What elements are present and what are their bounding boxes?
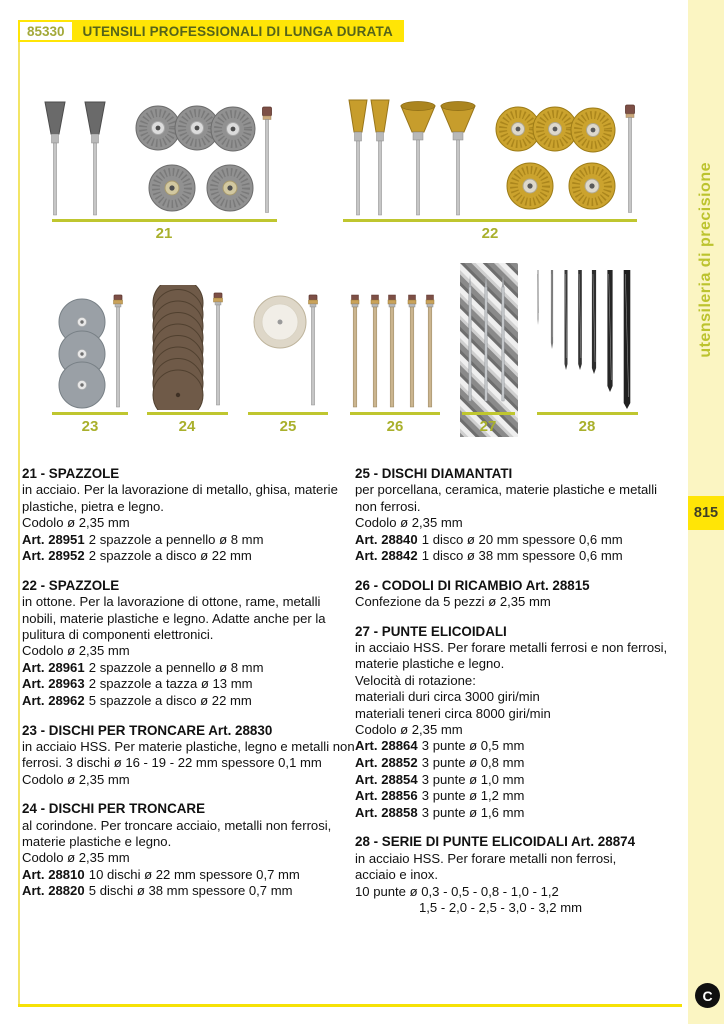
- desc-line: non ferrosi.: [355, 498, 421, 514]
- product-number-25: 25: [279, 418, 297, 435]
- article-text: 3 punte ø 1,2 mm: [421, 788, 525, 804]
- desc-line: in ottone. Per la lavorazione di ottone, rame, metalli: [22, 594, 321, 610]
- product-underline: [52, 219, 277, 222]
- section-title: 26 - CODOLI DI RICAMBIO Art. 28815: [355, 577, 590, 593]
- product-image-24: [147, 285, 232, 410]
- article-code: Art. 28852: [355, 755, 418, 771]
- article-row: [22, 693, 354, 710]
- section-27: [355, 624, 687, 822]
- desc-line: pulitura di componenti elettronici.: [22, 627, 214, 643]
- desc-line: Codolo ø 2,35 mm: [22, 643, 130, 659]
- section-title: 25 - DISCHI DIAMANTATI: [355, 466, 513, 481]
- article-row: [355, 532, 687, 549]
- product-underline: [462, 412, 515, 415]
- product-image-27: [460, 263, 518, 437]
- article-text: 5 dischi ø 38 mm spessore 0,7 mm: [88, 883, 293, 899]
- product-number-24: 24: [178, 418, 196, 435]
- article-code: Art. 28858: [355, 804, 418, 820]
- desc-line: in acciaio HSS. Per forare metalli ferrosi e non ferrosi,: [355, 640, 668, 656]
- article-text: 3 punte ø 1,6 mm: [421, 804, 525, 820]
- section-22: [22, 578, 354, 710]
- desc-line: plastiche, pietra e legno.: [22, 498, 164, 514]
- text-column-right: [355, 466, 687, 929]
- side-vertical-text: utensileria di precisione: [697, 162, 714, 358]
- desc-line: ferrosi. 3 dischi ø 16 - 19 - 22 mm spessore 0,1 mm: [22, 755, 322, 771]
- article-text: 2 spazzole a pennello ø 8 mm: [88, 659, 264, 675]
- product-underline: [537, 412, 638, 415]
- article-text: 2 spazzole a tazza ø 13 mm: [88, 676, 253, 692]
- desc-line: Codolo ø 2,35 mm: [355, 722, 463, 738]
- article-row: [355, 805, 687, 822]
- article-text: 2 spazzole a disco ø 22 mm: [88, 548, 252, 564]
- article-text: 1 disco ø 38 mm spessore 0,6 mm: [421, 548, 623, 564]
- article-code: Art. 28951: [22, 531, 85, 547]
- article-row: [22, 532, 354, 549]
- page-title: UTENSILI PROFESSIONALI DI LUNGA DURATA: [82, 23, 393, 39]
- section-21: [22, 466, 354, 565]
- product-number-22: 22: [481, 225, 499, 242]
- product-underline: [248, 412, 328, 415]
- product-underline: [52, 412, 128, 415]
- article-row: [355, 548, 687, 565]
- product-image-22: [348, 90, 640, 220]
- page-header: [18, 20, 404, 42]
- article-code: Art. 28840: [355, 531, 418, 547]
- section-title: 28 - SERIE DI PUNTE ELICOIDALI Art. 28874: [355, 834, 636, 850]
- article-text: 1 disco ø 20 mm spessore 0,6 mm: [421, 531, 623, 547]
- desc-line: materiali teneri circa 8000 giri/min: [355, 705, 551, 721]
- page-number-badge: 815: [688, 496, 724, 530]
- product-number-21: 21: [155, 225, 173, 242]
- desc-line: materie plastiche e legno.: [22, 834, 172, 850]
- article-row: [22, 548, 354, 565]
- product-underline: [343, 219, 637, 222]
- product-image-26: [350, 285, 440, 410]
- product-underline: [147, 412, 228, 415]
- article-row: [355, 772, 687, 789]
- article-row: [355, 788, 687, 805]
- product-number-26: 26: [386, 418, 404, 435]
- product-underline: [350, 412, 440, 415]
- article-code: Art. 28864: [355, 738, 418, 754]
- desc-line: Velocità di rotazione:: [355, 672, 476, 688]
- section-title: 22 - SPAZZOLE: [22, 577, 120, 593]
- desc-line: Codolo ø 2,35 mm: [22, 515, 130, 531]
- desc-line: Codolo ø 2,35 mm: [22, 850, 130, 866]
- desc-line: per porcellana, ceramica, materie plastiche e metalli: [355, 482, 658, 498]
- section-title: 23 - DISCHI PER TRONCARE Art. 28830: [22, 722, 273, 738]
- desc-line: Codolo ø 2,35 mm: [22, 771, 130, 787]
- article-code: Art. 28856: [355, 788, 418, 804]
- article-text: 10 dischi ø 22 mm spessore 0,7 mm: [88, 866, 300, 882]
- article-text: 3 punte ø 0,8 mm: [421, 755, 525, 771]
- desc-line: 10 punte ø 0,3 - 0,5 - 0,8 - 1,0 - 1,2: [355, 883, 559, 899]
- section-title: 24 - DISCHI PER TRONCARE: [22, 801, 206, 817]
- side-text-wrap: [688, 138, 724, 382]
- article-code: Art. 28952: [22, 548, 85, 564]
- article-code: Art. 28820: [22, 883, 85, 899]
- product-number-27: 27: [479, 418, 497, 435]
- section-title: 21 - SPAZZOLE: [22, 466, 120, 481]
- article-text: 2 spazzole a pennello ø 8 mm: [88, 531, 264, 547]
- desc-line: in acciaio HSS. Per materie plastiche, legno e metalli non: [22, 739, 355, 755]
- article-code: Art. 28842: [355, 548, 418, 564]
- product-image-25: [248, 285, 328, 410]
- article-row: [355, 738, 687, 755]
- desc-line: Codolo ø 2,35 mm: [355, 515, 463, 531]
- desc-line: acciaio e inox.: [355, 867, 438, 883]
- catalog-code: 85330: [20, 22, 72, 40]
- section-28: [355, 834, 687, 916]
- article-row: [22, 676, 354, 693]
- product-image-21: [40, 90, 280, 220]
- product-number-23: 23: [81, 418, 99, 435]
- article-text: 3 punte ø 1,0 mm: [421, 771, 525, 787]
- article-row: [355, 755, 687, 772]
- section-24: [22, 801, 354, 900]
- article-code: Art. 28961: [22, 659, 85, 675]
- brand-logo-icon: C: [695, 983, 720, 1008]
- article-code: Art. 28854: [355, 771, 418, 787]
- product-image-28: [530, 268, 640, 413]
- article-code: Art. 28963: [22, 676, 85, 692]
- left-border-line: [18, 22, 20, 1006]
- section-title: 27 - PUNTE ELICOIDALI: [355, 623, 507, 639]
- article-text: 5 spazzole a disco ø 22 mm: [88, 693, 252, 709]
- bottom-border-line: [18, 1004, 682, 1007]
- text-column-left: [22, 466, 354, 913]
- section-23: [22, 723, 354, 789]
- article-row: [22, 867, 354, 884]
- section-26: [355, 578, 687, 611]
- desc-line: materiali duri circa 3000 giri/min: [355, 689, 540, 705]
- desc-line: al corindone. Per troncare acciaio, metalli non ferrosi,: [22, 817, 332, 833]
- article-code: Art. 28962: [22, 693, 85, 709]
- article-text: 3 punte ø 0,5 mm: [421, 738, 525, 754]
- desc-line: nobili, materie plastiche e legno. Adatte anche per la: [22, 610, 326, 626]
- desc-line: materie plastiche e legno.: [355, 656, 505, 672]
- article-row: [22, 660, 354, 677]
- desc-line: in acciaio. Per la lavorazione di metallo, ghisa, materie: [22, 482, 338, 498]
- desc-line: Confezione da 5 pezzi ø 2,35 mm: [355, 594, 551, 610]
- article-row: [22, 883, 354, 900]
- product-number-28: 28: [578, 418, 596, 435]
- product-image-23: [52, 285, 132, 410]
- desc-line-indent: 1,5 - 2,0 - 2,5 - 3,0 - 3,2 mm: [419, 900, 583, 916]
- section-25: [355, 466, 687, 565]
- article-code: Art. 28810: [22, 866, 85, 882]
- desc-line: in acciaio HSS. Per forare metalli non ferrosi,: [355, 850, 617, 866]
